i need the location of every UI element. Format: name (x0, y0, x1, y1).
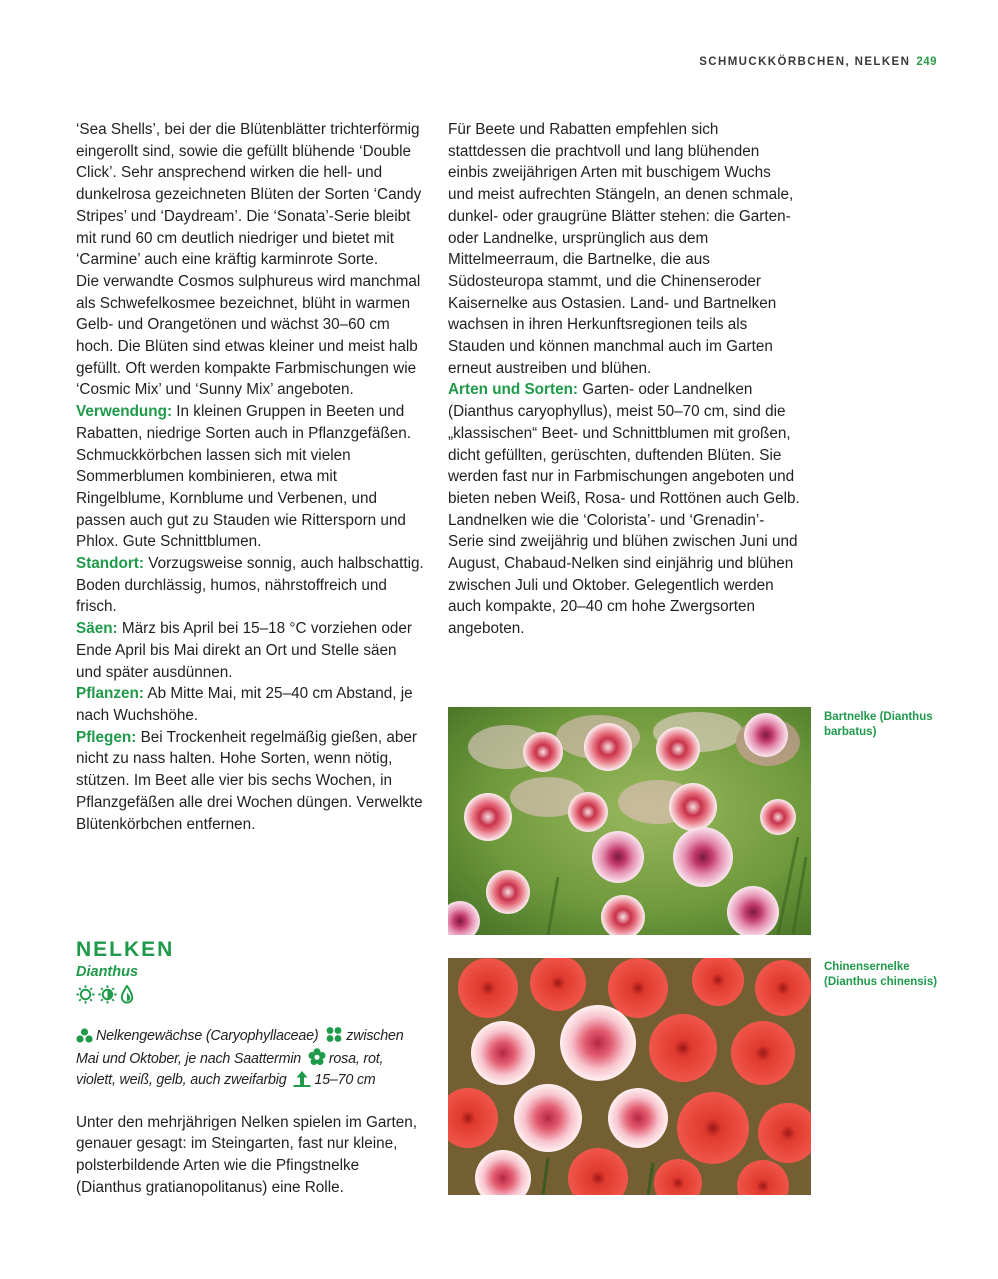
verwendung-label: Verwendung: (76, 403, 173, 421)
verwendung-paragraph (76, 401, 426, 553)
nelken-intro-paragraph: Unter den mehrjährigen Nelken spielen im Garten, genauer gesagt: im Steingarten, fast nur kleine, polsterbildende Arten wie die Pfingstnelke (Dianthus gratianopolitanus) eine Rolle. (76, 1113, 417, 1196)
flower-color-icon (308, 1048, 326, 1066)
saeen-label: Säen: (76, 620, 118, 638)
cosmos-sulphureus-paragraph: Die verwandte Cosmos sulphureus wird manchmal als Schwefelkosmee bezeichnet, blüht in warmen Gelb- und Orangetönen und wächst 30–60 cm hoch. Die Blüten sind etwas kleiner und meist halb gefüllt. Oft werden kompakte Farbmischungen wie ‘Cosmic Mix’ und ‘Sunny Mix’ angeboten. (76, 272, 421, 399)
section-title: NELKEN (76, 938, 175, 961)
flowering-time: zwischen Mai und Oktober, je nach Saattermin (76, 1028, 404, 1067)
standort-label: Standort: (76, 555, 144, 573)
pflanzen-text: Ab Mitte Mai, mit 25–40 cm Abstand, je nach Wuchshöhe. (76, 685, 413, 724)
half-shade-icon (98, 985, 117, 1004)
plant-facts (76, 1026, 426, 1092)
pflegen-paragraph (76, 727, 426, 836)
flowering-time-icon (325, 1026, 343, 1043)
plant-family: Nelkengewächse (Caryophyllaceae) (96, 1028, 319, 1044)
beete-paragraph: Für Beete und Rabatten empfehlen sich stattdessen die prachtvoll und lang blühenden einbis zweijährigen Arten mit buschigem Wuchs und meist aufrechten Stängeln, an denen schmale, dunkel- oder graugrüne Blätter stehen: die Garten- oder Landnelke, ursprünglich aus dem Mittelmeerraum, die Bartnelke, die aus Südosteuropa stammt, und die Chinenseroder Kaisernelke aus Ostasien. Land- und Bartnelken wachsen in ihren Herkunftsregionen teils als Stauden und können manchmal auch im Garten erneut austreiben und blühen. (448, 121, 794, 377)
water-drop-icon (120, 985, 134, 1004)
verwendung-text: In kleinen Gruppen in Beeten und Rabatten, niedrige Sorten auch in Pflanzgefäßen. Schmuckkörbchen lassen sich mit vielen Sommerblumen kombinieren, etwa mit Ringelblume, Kornblume und Verbenen, und passen auch gut zu Stauden wie Rittersporn und Phlox. Gute Schnittblumen. (76, 403, 412, 551)
arten-text: Garten- oder Landnelken (Dianthus caryophyllus), meist 50–70 cm, sind die „klassischen“ Beet- und Schnittblumen mit großen, dicht gefüllten, gerüschten, duftenden Blüten. Sie werden fast nur in Farbmischungen angeboten und bieten neben Weiß, Rosa- und Rottönen auch Gelb. Landnelken wie die ‘Colorista’- und ‘Grenadin’-Serie sind zweijährig und blühen zwischen Juni und August, Chabaud-Nelken sind einjährig und blühen zwischen Juli und Oktober. Gelegentlich werden auch kompakte, 20–40 cm hohe Zwergsorten angeboten. (448, 381, 800, 638)
cosmos-varieties-paragraph: ‘Sea Shells’, bei der die Blütenblätter trichterförmig eingerollt sind, sowie die gefüllt blühende ‘Double Click’. Sehr ansprechend wirken die hell- und dunkelrosa gezeichneten Blüten der Sorten ‘Candy Stripes’ und ‘Daydream’. Die ‘Sonata’-Serie bleibt mit rund 60 cm deutlich niedriger und bietet mit ‘Carmine’ auch eine kräftig karminrote Sorte. (76, 121, 422, 269)
running-head-title: SCHMUCKKÖRBCHEN, NELKEN (699, 56, 911, 68)
saeen-text: März bis April bei 15–18 °C vorziehen oder Ende April bis Mai direkt an Ort und Stelle säen und später ausdünnen. (76, 620, 413, 681)
photo-chinensernelke (448, 958, 811, 1195)
pflanzen-paragraph (76, 683, 426, 726)
left-column (76, 119, 426, 835)
arten-paragraph (448, 379, 800, 639)
growth-height: 15–70 cm (314, 1072, 376, 1089)
nelken-section (76, 938, 426, 1199)
photo-bartnelke (448, 707, 811, 935)
flower-colors: rosa, rot, violett, weiß, gelb, auch zweifarbig (76, 1050, 384, 1089)
standort-text: Vorzugsweise sonnig, auch halbschattig. Boden durchlässig, humos, nährstoffreich und frisch. (76, 555, 424, 616)
pflanzen-label: Pflanzen: (76, 685, 144, 703)
caption-bartnelke: Bartnelke (Dianthus barbatus) (824, 711, 933, 738)
saeen-paragraph (76, 618, 426, 683)
site-icons (76, 984, 426, 1004)
pflegen-label: Pflegen: (76, 728, 137, 746)
caption-chinensernelke: Chinensernelke (Dianthus chinensis) (824, 961, 938, 988)
plant-family-icon (76, 1028, 93, 1043)
arten-label: Arten und Sorten: (448, 381, 579, 399)
pflegen-text: Bei Trockenheit regelmäßig gießen, aber nicht zu nass halten. Hohe Sorten, wenn nötig, stützen. Im Beet alle vier bis sechs Wochen, in Pflanzgefäßen alle drei Wochen düngen. Verwelkte Blütenkörbchen entfernen. (76, 728, 423, 833)
standort-paragraph (76, 553, 426, 618)
section-latin-name: Dianthus (76, 964, 139, 980)
sun-icon (76, 985, 95, 1004)
height-icon (293, 1070, 311, 1087)
running-head (699, 56, 937, 68)
right-column (448, 119, 800, 640)
page-number: 249 (916, 56, 937, 68)
